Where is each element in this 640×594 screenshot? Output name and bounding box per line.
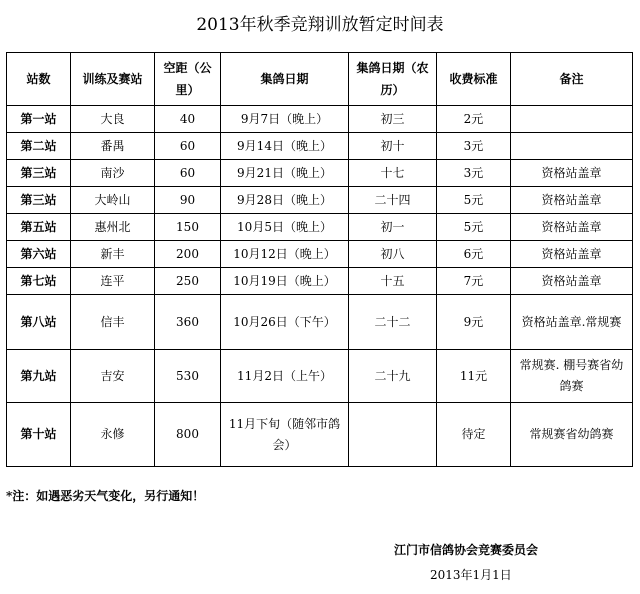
table-cell: 90 xyxy=(155,187,221,214)
table-cell: 7元 xyxy=(437,268,511,295)
header-cell: 训练及赛站 xyxy=(71,53,155,106)
table-cell: 吉安 xyxy=(71,350,155,403)
table-cell: 9月21日（晚上） xyxy=(221,160,349,187)
table-cell: 资格站盖章 xyxy=(511,187,633,214)
station-cell: 第二站 xyxy=(7,133,71,160)
table-cell xyxy=(349,403,437,467)
table-cell: 资格站盖章.常规赛 xyxy=(511,295,633,350)
table-cell: 番禺 xyxy=(71,133,155,160)
table-row xyxy=(7,214,633,241)
table-cell: 9月14日（晚上） xyxy=(221,133,349,160)
table-cell: 3元 xyxy=(437,133,511,160)
table-cell xyxy=(511,106,633,133)
table-cell: 连平 xyxy=(71,268,155,295)
table-cell: 十七 xyxy=(349,160,437,187)
issue-date: 2013年1月1日 xyxy=(430,568,512,582)
table-cell: 5元 xyxy=(437,214,511,241)
table-cell: 10月12日（晚上） xyxy=(221,241,349,268)
table-header-row xyxy=(7,53,633,106)
schedule-table xyxy=(6,52,633,467)
table-cell: 2元 xyxy=(437,106,511,133)
table-cell: 十五 xyxy=(349,268,437,295)
table-cell xyxy=(511,133,633,160)
table-cell: 大良 xyxy=(71,106,155,133)
table-cell: 530 xyxy=(155,350,221,403)
table-cell: 新丰 xyxy=(71,241,155,268)
table-row xyxy=(7,187,633,214)
table-cell: 10月5日（晚上） xyxy=(221,214,349,241)
weather-note: *注：如遇恶劣天气变化，另行通知！ xyxy=(6,489,205,503)
table-row xyxy=(7,295,633,350)
table-cell: 9月28日（晚上） xyxy=(221,187,349,214)
organization-name: 江门市信鸽协会竞赛委员会 xyxy=(394,543,539,557)
table-cell: 初一 xyxy=(349,214,437,241)
table-cell: 资格站盖章 xyxy=(511,268,633,295)
table-cell: 11元 xyxy=(437,350,511,403)
station-cell: 第三站 xyxy=(7,187,71,214)
table-cell: 信丰 xyxy=(71,295,155,350)
table-cell: 资格站盖章 xyxy=(511,241,633,268)
table-row xyxy=(7,403,633,467)
station-cell: 第十站 xyxy=(7,403,71,467)
header-cell: 站数 xyxy=(7,53,71,106)
table-cell: 800 xyxy=(155,403,221,467)
station-cell: 第五站 xyxy=(7,214,71,241)
table-row xyxy=(7,160,633,187)
header-cell: 集鸽日期（农历） xyxy=(349,53,437,106)
table-row xyxy=(7,106,633,133)
table-cell: 二十二 xyxy=(349,295,437,350)
header-cell: 集鸽日期 xyxy=(221,53,349,106)
table-cell: 9月7日（晚上） xyxy=(221,106,349,133)
table-cell: 二十九 xyxy=(349,350,437,403)
table-cell: 360 xyxy=(155,295,221,350)
table-cell: 5元 xyxy=(437,187,511,214)
table-cell: 150 xyxy=(155,214,221,241)
table-cell: 10月26日（下午） xyxy=(221,295,349,350)
table-cell: 常规赛. 棚号赛省幼鸽赛 xyxy=(511,350,633,403)
header-cell: 空距（公里） xyxy=(155,53,221,106)
table-cell: 大岭山 xyxy=(71,187,155,214)
table-cell: 惠州北 xyxy=(71,214,155,241)
table-cell: 60 xyxy=(155,160,221,187)
table-row xyxy=(7,133,633,160)
station-cell: 第九站 xyxy=(7,350,71,403)
table-cell: 250 xyxy=(155,268,221,295)
header-cell: 备注 xyxy=(511,53,633,106)
table-cell: 资格站盖章 xyxy=(511,160,633,187)
table-cell: 常规赛省幼鸽赛 xyxy=(511,403,633,467)
table-cell: 永修 xyxy=(71,403,155,467)
station-cell: 第七站 xyxy=(7,268,71,295)
table-cell: 资格站盖章 xyxy=(511,214,633,241)
station-cell: 第六站 xyxy=(7,241,71,268)
table-cell: 二十四 xyxy=(349,187,437,214)
table-row xyxy=(7,268,633,295)
station-cell: 第一站 xyxy=(7,106,71,133)
table-cell: 南沙 xyxy=(71,160,155,187)
table-cell: 11月下旬（随邻市鸽会） xyxy=(221,403,349,467)
table-cell: 10月19日（晚上） xyxy=(221,268,349,295)
station-cell: 第八站 xyxy=(7,295,71,350)
table-cell: 初十 xyxy=(349,133,437,160)
table-cell: 初八 xyxy=(349,241,437,268)
table-cell: 6元 xyxy=(437,241,511,268)
page-title: 2013年秋季竞翔训放暂定时间表 xyxy=(196,15,444,35)
table-cell: 待定 xyxy=(437,403,511,467)
table-cell: 40 xyxy=(155,106,221,133)
table-row xyxy=(7,241,633,268)
station-cell: 第三站 xyxy=(7,160,71,187)
table-row xyxy=(7,350,633,403)
header-cell: 收费标准 xyxy=(437,53,511,106)
table-cell: 初三 xyxy=(349,106,437,133)
table-cell: 200 xyxy=(155,241,221,268)
table-cell: 60 xyxy=(155,133,221,160)
table-cell: 3元 xyxy=(437,160,511,187)
table-cell: 11月2日（上午） xyxy=(221,350,349,403)
table-cell: 9元 xyxy=(437,295,511,350)
